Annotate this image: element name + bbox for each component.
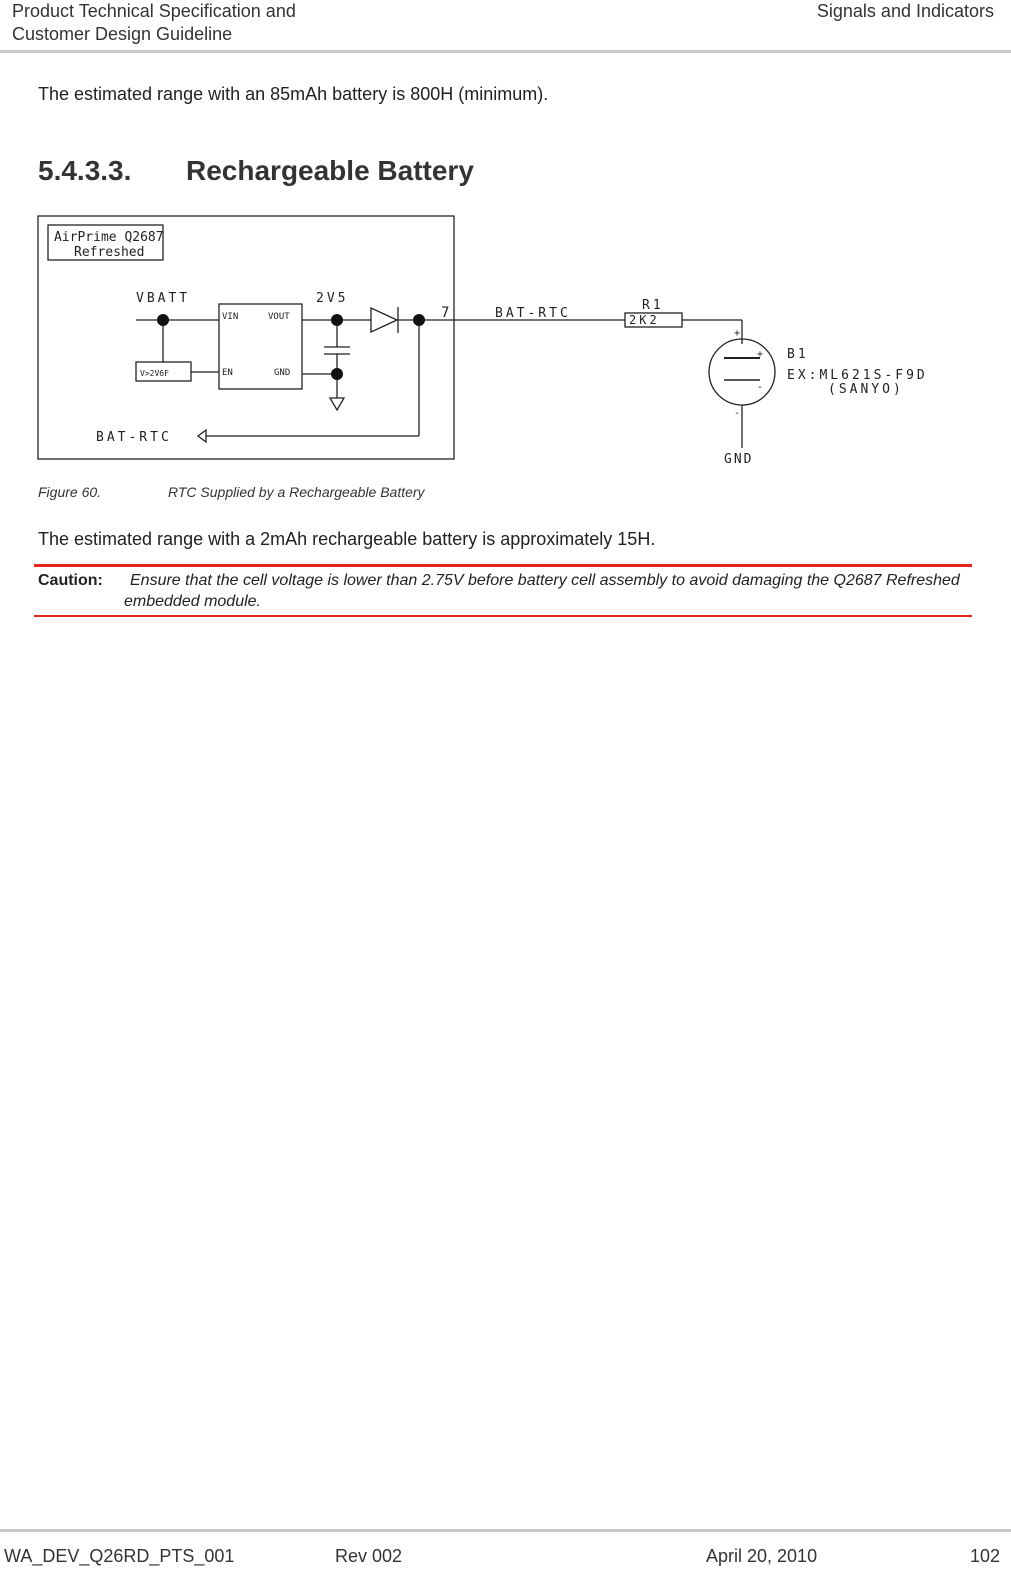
gnd-label: GND <box>724 452 754 467</box>
pin-number-label: 7 <box>441 305 450 321</box>
battery-minus-inner: - <box>757 382 764 393</box>
caution-label: Caution: <box>38 572 103 589</box>
resistor-ref-label: R1 <box>642 298 664 313</box>
page-header-section: Signals and Indicators <box>816 1 994 21</box>
body-paragraph: The estimated range with a 2mAh rechargeable battery is approximately 15H. <box>38 529 656 549</box>
figure-number: Figure 60. <box>38 484 102 500</box>
battery-minus-outer: - <box>734 408 741 419</box>
section-heading <box>38 155 474 187</box>
intro-paragraph: The estimated range with an 85mAh battery is 800H (minimum). <box>38 84 549 104</box>
footer-date: April 20, 2010 <box>706 1546 818 1566</box>
battery-maker-label: (SANYO) <box>828 382 904 397</box>
2v5-label: 2V5 <box>316 291 349 306</box>
footer-divider <box>0 1529 1011 1532</box>
module-label-line1: AirPrime Q2687 <box>54 230 164 245</box>
header-title-line2: Customer Design Guideline <box>12 24 233 44</box>
caution-bottom-rule <box>34 615 972 617</box>
section-number: 5.4.3.3. <box>38 155 132 186</box>
ground-symbol <box>330 398 344 410</box>
resistor-value-label: 2K2 <box>629 313 660 327</box>
vbatt-label: VBATT <box>136 291 191 306</box>
header-divider <box>0 50 1011 53</box>
bat-rtc-return-label: BAT-RTC <box>96 430 172 445</box>
rtc-schematic-diagram <box>36 212 976 470</box>
diode-symbol <box>371 308 397 332</box>
bat-rtc-port-arrow <box>198 430 206 442</box>
caution-text: Ensure that the cell voltage is lower than 2.75V before battery cell assembly to avoid damaging the Q2687 Refreshed embedded module. <box>124 572 960 610</box>
gnd-pin-label: GND <box>274 368 291 378</box>
footer-doc-id: WA_DEV_Q26RD_PTS_001 <box>4 1546 235 1566</box>
caution-top-rule <box>34 564 972 567</box>
battery-part-label: EX:ML621S-F9D <box>787 368 928 383</box>
battery-plus-inner: + <box>757 349 764 360</box>
figure-caption <box>38 484 425 500</box>
figure-caption-text: RTC Supplied by a Rechargeable Battery <box>168 484 425 500</box>
section-title: Rechargeable Battery <box>186 155 474 186</box>
battery-plus-outer: + <box>734 328 741 339</box>
bat-rtc-net-label: BAT-RTC <box>495 306 571 321</box>
vout-pin-label: VOUT <box>268 312 290 322</box>
module-label-line2: Refreshed <box>74 245 145 260</box>
caution-note <box>38 570 968 612</box>
enable-signal-label: V>2V6F <box>140 369 169 378</box>
header-title-line1: Product Technical Specification and <box>12 1 296 21</box>
footer-revision: Rev 002 <box>335 1546 403 1566</box>
footer-page-number: 102 <box>969 1546 1000 1566</box>
battery-b1 <box>709 339 775 405</box>
en-pin-label: EN <box>222 368 233 378</box>
vin-pin-label: VIN <box>222 312 239 322</box>
page-header-title <box>12 0 296 46</box>
battery-ref-label: B1 <box>787 347 809 362</box>
